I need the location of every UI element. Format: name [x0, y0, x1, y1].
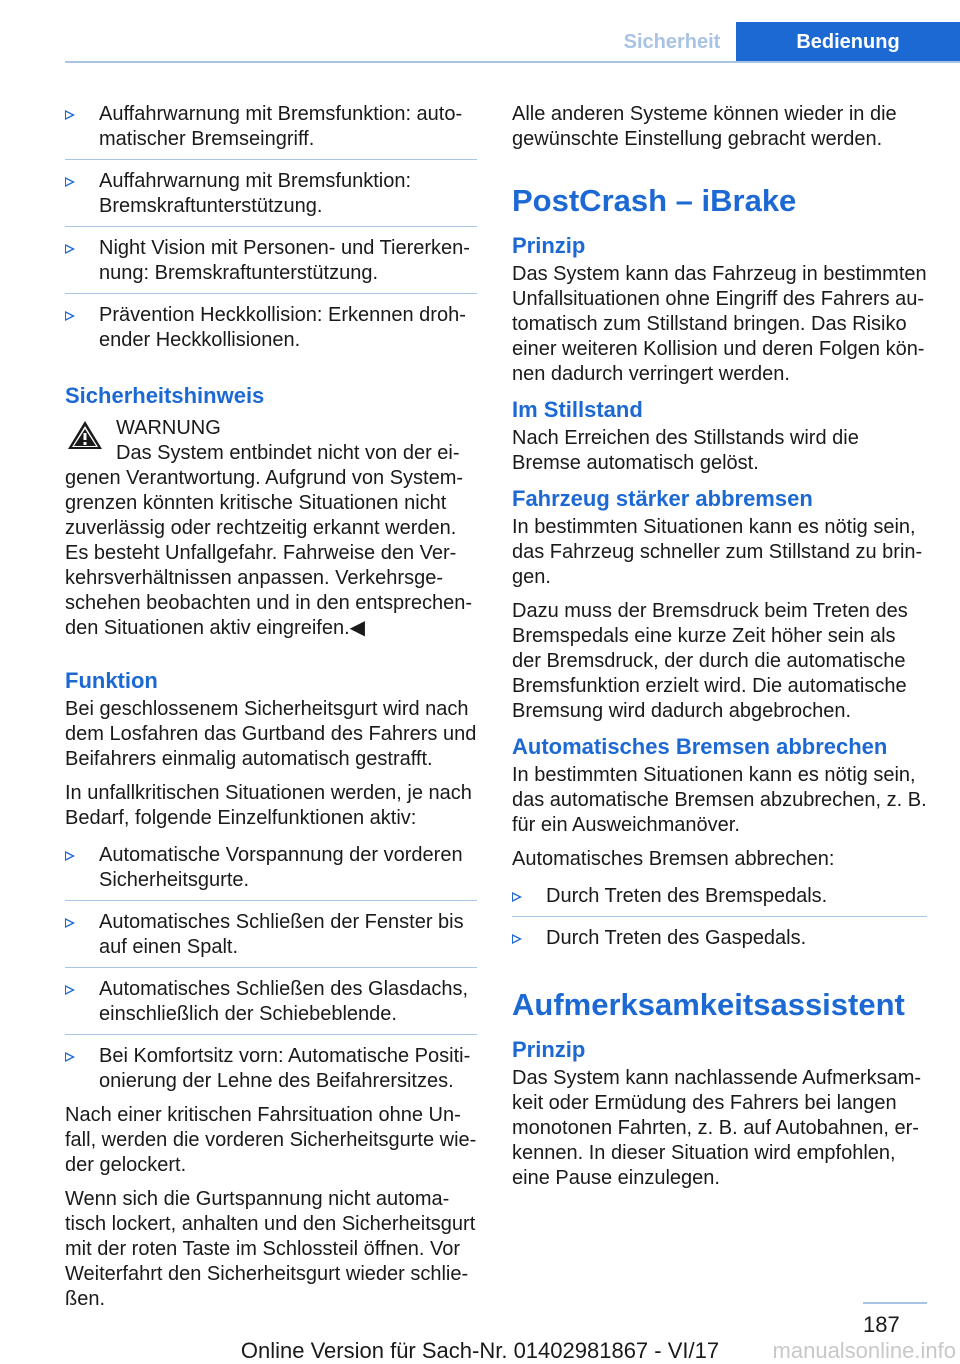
heading-sicherheitshinweis: Sicherheitshinweis	[65, 383, 265, 408]
bullet-triangle-icon	[65, 918, 75, 928]
stillstand-paragraph: Nach Erreichen des Stillstands wird die Bremse automatisch gelöst.	[512, 427, 859, 474]
list-item-text: Automatisches Schließen des Glasdachs, einschließlich der Schiebeblende.	[99, 978, 469, 1025]
heading-postcrash: PostCrash – iBrake	[512, 183, 797, 218]
abbrechen-paragraph-2: Automatisches Bremsen abbrechen:	[512, 848, 835, 870]
list-item-text: Auffahrwarnung mit Bremsfunktion: Bremskraftunterstützung.	[99, 170, 412, 217]
funktion-paragraph-2: In unfallkritischen Situationen werden, je nach Bedarf, folgende Einzelfunktionen aktiv:	[65, 782, 472, 829]
abbremsen-paragraph-2: Dazu muss der Bremsdruck beim Treten des Bremspedals eine kurze Zeit höher sein als der Bremsdruck, der durch die automatische Bremsfunktion erzielt wird. Die automatische Bremsung wird dadurch abgebrochen.	[512, 600, 908, 722]
list-item	[512, 926, 927, 958]
list-item	[65, 236, 477, 294]
footer-divider	[863, 1302, 927, 1304]
watermark: manualsonline.info	[772, 1338, 956, 1363]
heading-aufmerksamkeitsassistent: Aufmerksamkeitsassistent	[512, 987, 905, 1022]
list-item-text: Durch Treten des Bremspedals.	[546, 885, 828, 907]
header-tabs	[608, 22, 960, 62]
page-number: 187	[863, 1312, 900, 1337]
warning-box	[65, 416, 477, 441]
heading-im-stillstand: Im Stillstand	[512, 397, 643, 422]
tab-sicherheit[interactable]: Sicherheit	[623, 30, 721, 53]
bullet-triangle-icon	[512, 892, 522, 902]
list-item-text: Automatisches Schließen der Fenster bis auf einen Spalt.	[99, 911, 464, 958]
list-item-text: Prävention Heckkollision: Erkennen droh-ender Heckkollisionen.	[99, 304, 466, 351]
list-item-text: Auffahrwarnung mit Bremsfunktion: auto-matischer Bremseingriff.	[99, 103, 463, 150]
bullet-triangle-icon	[65, 851, 75, 861]
warning-triangle-icon	[65, 418, 105, 452]
after-paragraph-2: Wenn sich die Gurtspannung nicht automa-tisch lockert, anhalten und den Sicherheitsgurt mit der roten Taste im Schlossteil öffnen. Vor Weiterfahrt den Sicherheitsgurt wieder schlie-ßen.	[65, 1188, 476, 1310]
list-item	[65, 1044, 477, 1101]
bullet-triangle-icon	[65, 177, 75, 187]
bullet-triangle-icon	[65, 311, 75, 321]
warning-title: WARNUNG	[116, 417, 221, 439]
list-item-text: Durch Treten des Gaspedals.	[546, 927, 807, 949]
prinzip-2-paragraph: Das System kann nachlassende Aufmerksam-keit oder Ermüdung des Fahrers bei langen monotonen Fahrten, z. B. auf Autobahnen, er-kennen. In dieser Situation wird empfohlen, eine Pause einzulegen.	[512, 1067, 922, 1189]
heading-prinzip-2: Prinzip	[512, 1037, 586, 1062]
header-divider	[65, 61, 960, 63]
funktion-list	[65, 843, 477, 1101]
warning-text: Das System entbindet nicht von der ei-genen Verantwortung. Aufgrund von System-grenzen könnten kritische Situationen nicht zuverlässig oder rechtzeitig erkannt werden. Es besteht Unfallgefahr. Fahrweise den Ver-kehrsverhältnissen anpassen. Verkehrsge-schehen beobachten und in den entsprechen-den Situationen aktiv eingreifen.◀	[65, 442, 472, 639]
online-version-text: Online Version für Sach-Nr. 01402981867 - VI/17	[240, 1338, 720, 1363]
list-item-text: Night Vision mit Personen- und Tiererken-nung: Bremskraftunterstützung.	[99, 237, 470, 284]
right-column	[512, 102, 927, 1200]
list-item-text: Bei Komfortsitz vorn: Automatische Positi-onierung der Lehne des Beifahrersitzes.	[99, 1045, 471, 1092]
after-paragraph-1: Nach einer kritischen Fahrsituation ohne Un-fall, werden die vorderen Sicherheitsgurte wie-der gelockert.	[65, 1104, 477, 1176]
list-item	[65, 303, 477, 360]
list-item	[65, 843, 477, 901]
heading-funktion: Funktion	[65, 668, 158, 693]
bullet-triangle-icon	[65, 985, 75, 995]
bullet-triangle-icon	[65, 1052, 75, 1062]
list-item	[65, 169, 477, 227]
funktion-paragraph-1: Bei geschlossenem Sicherheitsgurt wird nach dem Losfahren das Gurtband des Fahrers und Beifahrers einmalig automatisch gestrafft.	[65, 698, 477, 770]
tab-bedienung[interactable]: Bedienung	[736, 22, 960, 62]
bullet-triangle-icon	[65, 244, 75, 254]
intro-paragraph: Alle anderen Systeme können wieder in die gewünschte Einstellung gebracht werden.	[512, 103, 897, 150]
list-item	[65, 977, 477, 1035]
list-item-text: Automatische Vorspannung der vorderen Sicherheitsgurte.	[99, 844, 463, 891]
bullet-triangle-icon	[512, 934, 522, 944]
list-item	[65, 102, 477, 160]
list-item	[65, 910, 477, 968]
prinzip-paragraph: Das System kann das Fahrzeug in bestimmten Unfallsituationen ohne Eingriff des Fahrers au-tomatisch zum Stillstand bringen. Das Risiko einer weiteren Kollision und deren Folgen kön-nen dadurch verringert werden.	[512, 263, 927, 385]
list-item	[512, 884, 927, 917]
heading-prinzip: Prinzip	[512, 233, 586, 258]
intro-list	[65, 102, 477, 360]
heading-abbrechen: Automatisches Bremsen abbrechen	[512, 734, 888, 759]
abbrechen-paragraph-1: In bestimmten Situationen kann es nötig sein, das automatische Bremsen abzubrechen, z. B. für ein Ausweichmanöver.	[512, 764, 927, 836]
heading-abbremsen: Fahrzeug stärker abbremsen	[512, 486, 813, 511]
bullet-triangle-icon	[65, 110, 75, 120]
left-column	[65, 102, 477, 1321]
abbrechen-list	[512, 884, 927, 958]
abbremsen-paragraph-1: In bestimmten Situationen kann es nötig sein, das Fahrzeug schneller zum Stillstand zu brin-gen.	[512, 516, 923, 588]
